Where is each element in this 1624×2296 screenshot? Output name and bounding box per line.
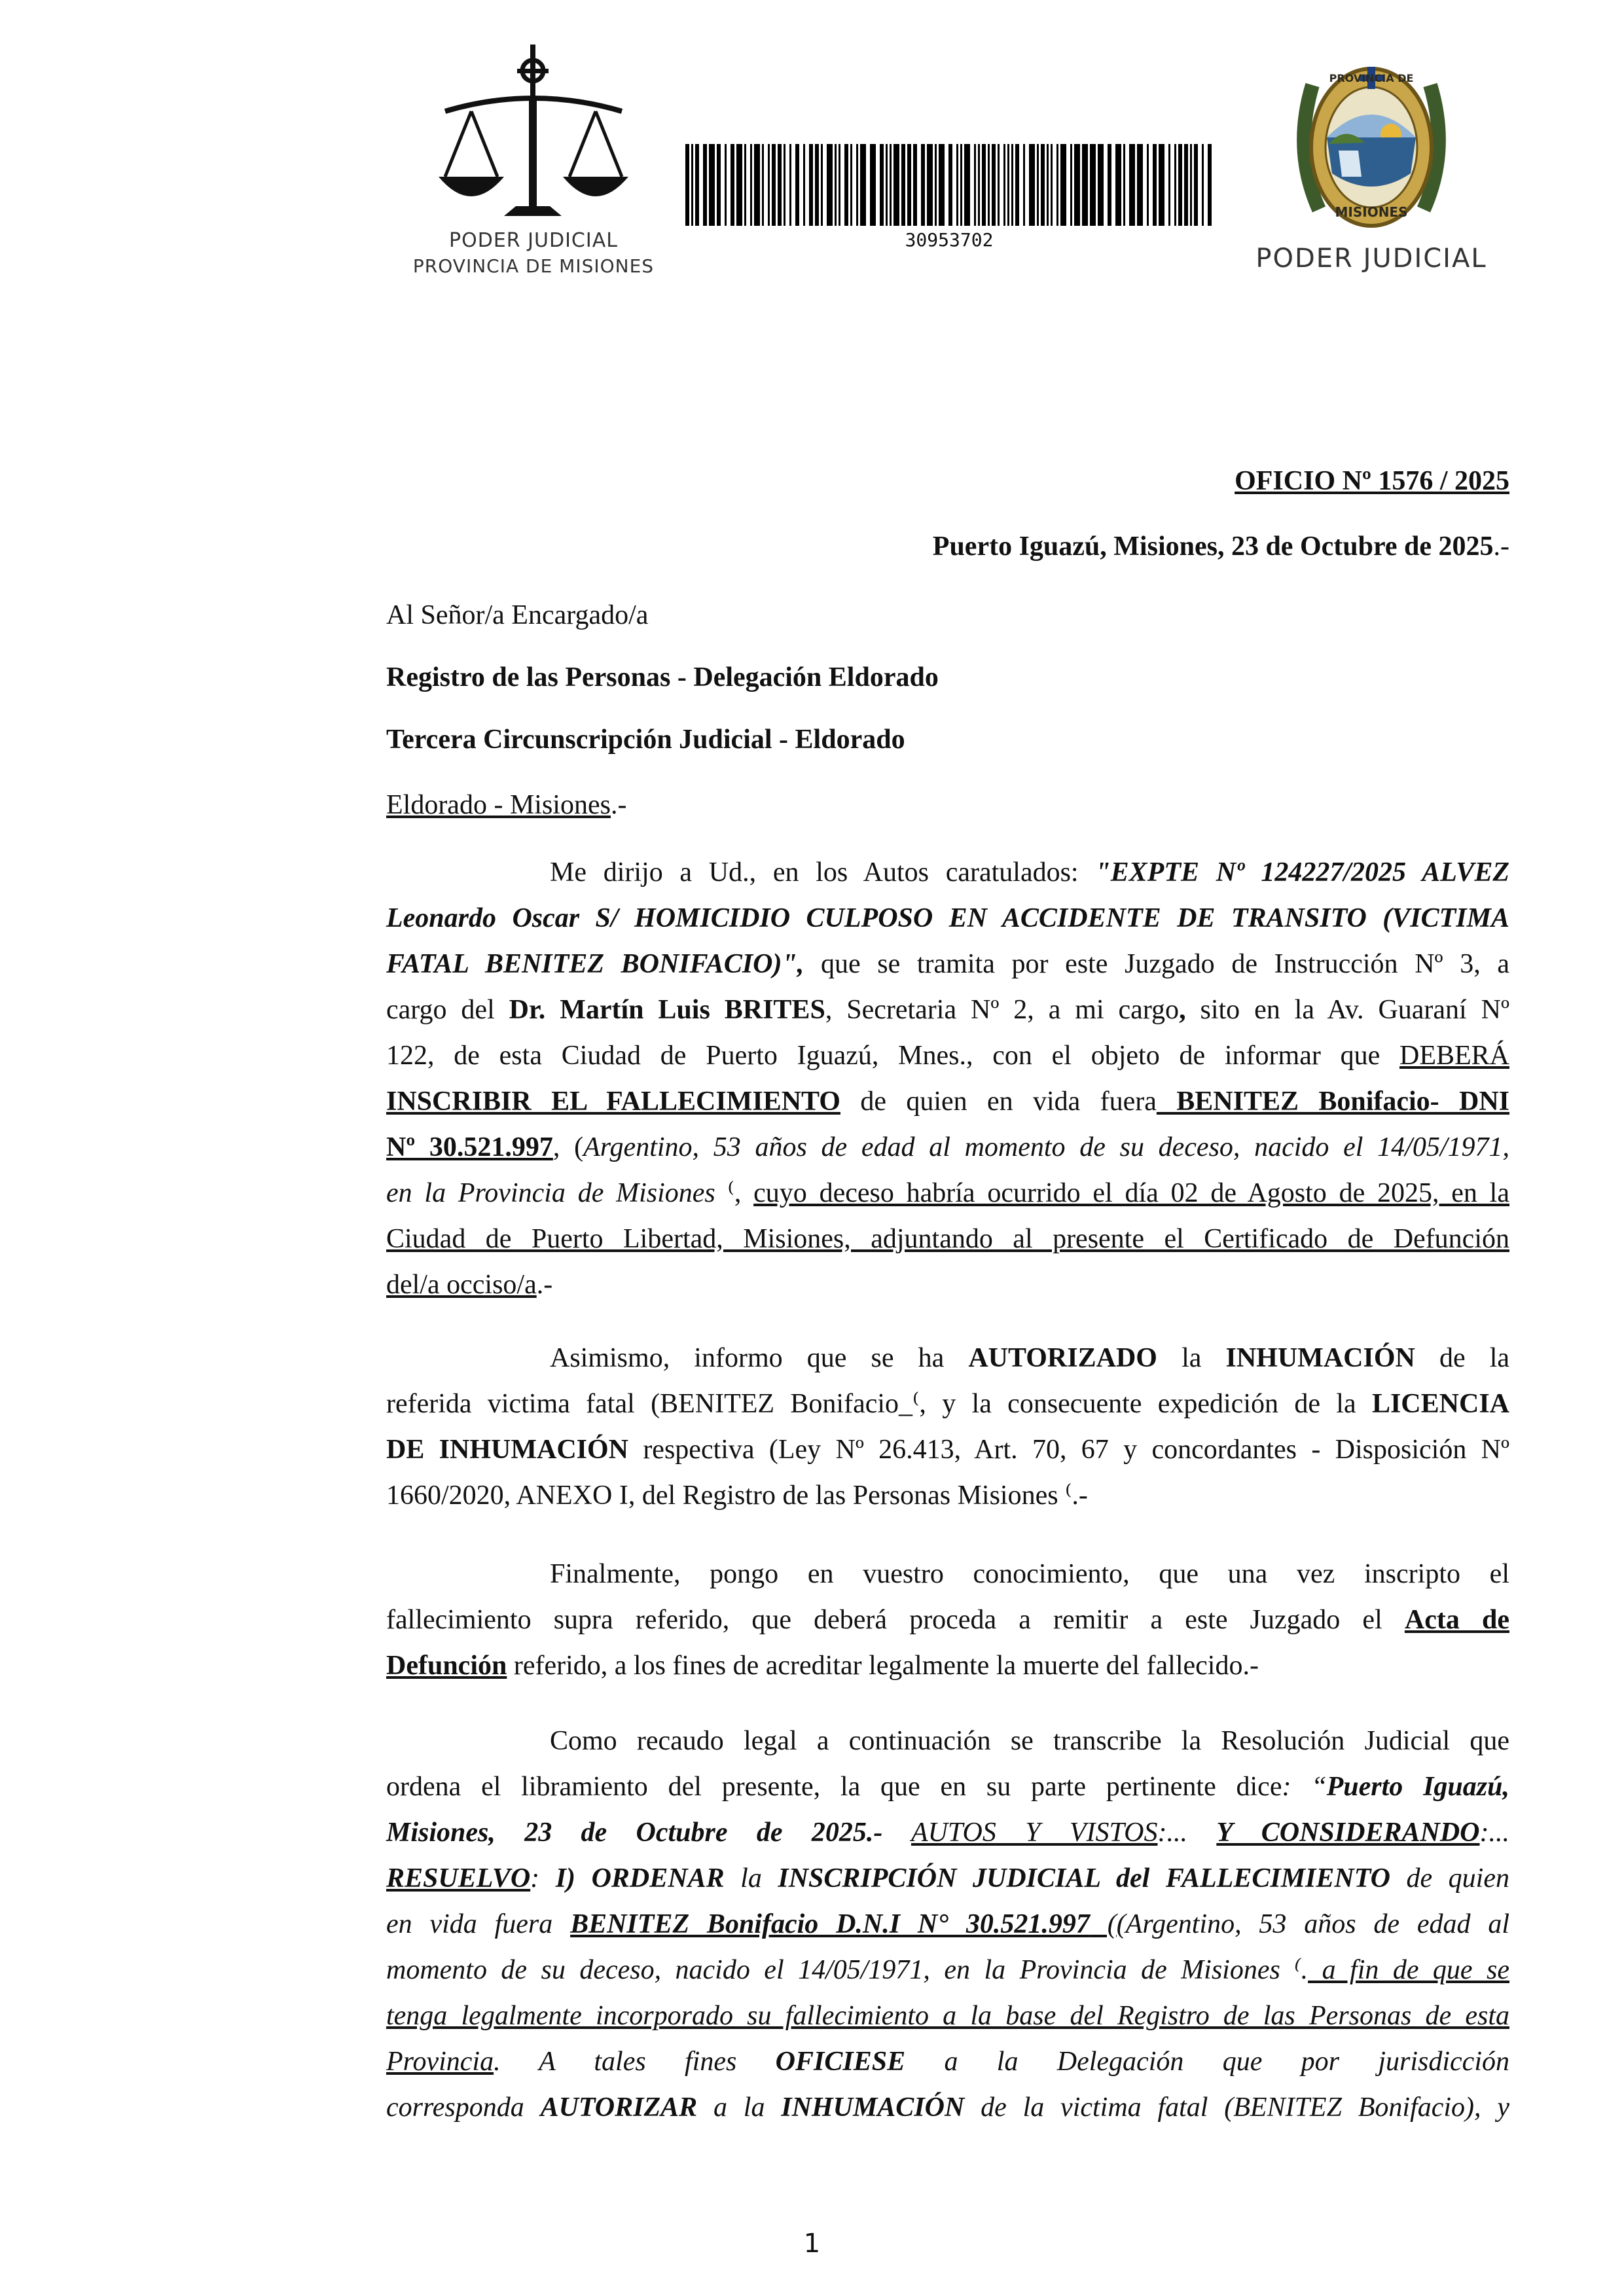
- barcode-bar: [927, 144, 933, 226]
- barcode-bar: [1178, 144, 1182, 226]
- p2-line-4: 1660/2020, ANEXO I, del Registro de las Personas Misiones ⁽.-: [386, 1480, 1088, 1511]
- p2-l1-a: Asimismo, informo que se ha: [550, 1343, 969, 1373]
- p1-l1-b: "EXPTE Nº 124227/2025 ALVEZ: [1095, 857, 1509, 888]
- barcode-bar: [803, 144, 805, 226]
- p4-l3-a: Misiones, 23 de Octubre de 2025.-: [386, 1818, 883, 1848]
- page-number: 1: [803, 2229, 821, 2259]
- p4-l8-a: Provincia: [386, 2047, 494, 2077]
- p4-l9-a: corresponda: [386, 2092, 541, 2123]
- p3-l3-a: Defunción: [386, 1651, 507, 1681]
- barcode: [684, 144, 1214, 255]
- barcode-bar: [1194, 144, 1198, 226]
- barcode-bar: [725, 144, 727, 226]
- p3-l3-b: referido, a los fines de acreditar legalmente la muerte del fallecido.-: [507, 1651, 1259, 1681]
- p1-line-8: [386, 1170, 1509, 1216]
- p4-line-2: [386, 1764, 1509, 1810]
- barcode-bar: [827, 144, 833, 226]
- barcode-bar: [1056, 144, 1058, 226]
- p1-l8-c: cuyo deceso habría ocurrido el día 02 de Agosto de 2025, en la: [753, 1178, 1509, 1208]
- barcode-bar: [964, 144, 970, 226]
- p2-l1-c: la: [1157, 1343, 1226, 1373]
- poder-judicial-misiones-logo: [393, 39, 674, 288]
- p3-line-2: [386, 1597, 1509, 1643]
- p1-l5-a: 122, de esta Ciudad de Puerto Iguazú, Mnes., con el objeto de informar que: [386, 1041, 1399, 1071]
- p1-line-6: [386, 1079, 1509, 1124]
- p2-l2-a: referida victima fatal (BENITEZ Bonifacio: [386, 1389, 899, 1419]
- barcode-bar: [1074, 144, 1080, 226]
- p1-line-1: [386, 850, 1509, 895]
- barcode-bar: [1047, 144, 1049, 226]
- barcode-bar: [795, 144, 799, 226]
- p1-l1-a: Me dirijo a Ud., en los Autos caratulados:: [550, 857, 1096, 888]
- barcode-bar: [1115, 144, 1121, 226]
- barcode-bar: [1098, 144, 1104, 226]
- barcode-bar: [992, 144, 996, 226]
- barcode-bar: [907, 144, 911, 226]
- barcode-bar: [960, 144, 962, 226]
- oficio-number: [785, 458, 1509, 504]
- place-date-text: Puerto Iguazú, Misiones, 23 de Octubre de 2025: [932, 531, 1494, 562]
- barcode-bar: [1041, 144, 1045, 226]
- barcode-number: 30953702: [905, 229, 994, 251]
- p2-l1-b: AUTORIZADO: [968, 1343, 1157, 1373]
- p1-l6-c: BENITEZ Bonifacio- DNI: [1156, 1086, 1510, 1117]
- barcode-bar: [1137, 144, 1143, 226]
- right-logo-caption: PODER JUDICIAL: [1255, 243, 1487, 274]
- p4-line-3: [386, 1810, 1509, 1856]
- p1-l7-b: , (: [552, 1132, 584, 1162]
- barcode-bar: [750, 144, 752, 226]
- paragraph-3: [386, 1551, 1509, 1689]
- barcode-bar: [762, 144, 764, 226]
- barcode-bar: [856, 144, 858, 226]
- p1-line-3: [386, 941, 1509, 987]
- barcode-bar: [1202, 144, 1204, 226]
- addressee-line-2: Registro de las Personas - Delegación Eldorado: [386, 662, 939, 692]
- barcode-bar: [921, 144, 925, 226]
- p4-l6-b: ⁽.: [1280, 1955, 1308, 1985]
- p4-line-8: [386, 2039, 1509, 2085]
- p2-line-1: [386, 1335, 1509, 1381]
- barcode-bar: [1108, 144, 1111, 226]
- barcode-bar: [988, 144, 990, 226]
- barcode-bar: [1159, 144, 1164, 226]
- p4-l4-d: la: [724, 1863, 778, 1893]
- p4-l5-c: (: [1089, 1909, 1117, 1939]
- barcode-bar: [1090, 144, 1096, 226]
- barcode-bar: [1037, 144, 1039, 226]
- barcode-bar: [772, 144, 776, 226]
- p4-l8-d: a la Delegación que por jurisdicción: [905, 2047, 1509, 2077]
- p2-l2-b: _⁽,: [899, 1389, 926, 1419]
- barcode-bar: [1023, 144, 1025, 226]
- p1-l6-b: de quien en vida fuera: [840, 1086, 1157, 1117]
- p2-l2-c: y la consecuente expedición de la: [926, 1389, 1372, 1419]
- barcode-bar: [948, 144, 952, 226]
- barcode-bar: [821, 144, 823, 226]
- p4-l8-b: . A tales fines: [494, 2047, 776, 2077]
- place-date: [655, 524, 1509, 569]
- addressee-city-suffix: .-: [610, 790, 627, 820]
- p1-l7-a: Nº 30.521.997: [386, 1132, 553, 1162]
- barcode-bar: [709, 144, 715, 226]
- barcode-bar: [789, 144, 791, 226]
- p1-line-4: [386, 987, 1509, 1033]
- barcode-bar: [1051, 144, 1053, 226]
- p4-line-6: [386, 1947, 1509, 1993]
- p1-l10-a: del/a occiso/a: [386, 1270, 537, 1300]
- barcode-bar: [695, 144, 699, 226]
- p4-l4-b: :: [530, 1863, 556, 1893]
- p1-l4-b: Dr. Martín Luis BRITES: [509, 995, 825, 1025]
- barcode-bar: [685, 144, 689, 226]
- p4-l8-c: OFICIESE: [775, 2047, 906, 2077]
- barcode-bar: [1153, 144, 1157, 226]
- p4-l4-e: INSCRIPCIÓN JUDICIAL del FALLECIMIENTO: [778, 1863, 1390, 1893]
- scales-of-justice-icon: [432, 39, 635, 226]
- p4-l4-a: RESUELVO: [386, 1863, 531, 1893]
- barcode-bar: [784, 144, 785, 226]
- p2-l3-b: respectiva (Ley Nº 26.413, Art. 70, 67 y concordantes - Disposición Nº: [628, 1435, 1509, 1465]
- barcode-bar: [880, 144, 884, 226]
- p4-l5-b: BENITEZ Bonifacio D.N.I N° 30.521.997: [570, 1909, 1090, 1939]
- p1-l4-e: sito en la Av. Guaraní Nº: [1185, 995, 1510, 1025]
- p4-l3-e: Y CONSIDERANDO: [1216, 1818, 1480, 1848]
- barcode-bar: [1015, 144, 1019, 226]
- addressee-line-4: [386, 782, 626, 828]
- barcode-bar: [778, 144, 782, 226]
- barcode-bars: [684, 144, 1214, 226]
- barcode-bar: [1208, 144, 1212, 226]
- barcode-bar: [1147, 144, 1149, 226]
- barcode-bar: [1060, 144, 1066, 226]
- p3-l2-b: Acta de: [1404, 1605, 1509, 1635]
- p1-line-9: Ciudad de Puerto Libertad, Misiones, adjuntando al presente el Certificado de Defunción: [386, 1224, 1509, 1254]
- p3-line-1: Finalmente, pongo en vuestro conocimiento, que una vez inscripto el: [550, 1559, 1509, 1589]
- barcode-bar: [1003, 144, 1005, 226]
- barcode-bar: [731, 144, 734, 226]
- p2-line-3: [386, 1427, 1509, 1473]
- p1-l3-b: que se tramita por este Juzgado de Instrucción Nº 3, a: [804, 949, 1509, 979]
- barcode-bar: [890, 144, 892, 226]
- p1-l10-b: .-: [536, 1270, 553, 1300]
- p4-l9-c: a la: [697, 2092, 782, 2123]
- p4-l5-d: (Argentino, 53 años de edad al: [1116, 1909, 1509, 1939]
- p2-l2-d: LICENCIA: [1371, 1389, 1509, 1419]
- barcode-bar: [1174, 144, 1176, 226]
- p4-l4-c: I) ORDENAR: [555, 1863, 725, 1893]
- poder-judicial-seal-logo: [1240, 59, 1502, 281]
- p4-l2-c: Puerto Iguazú,: [1326, 1772, 1509, 1802]
- p2-line-2: [386, 1381, 1509, 1427]
- oficio-number-text: OFICIO Nº 1576 / 2025: [1235, 466, 1509, 496]
- p1-l3-a: FATAL BENITEZ BONIFACIO)",: [386, 949, 804, 979]
- p1-l4-d: ,: [1179, 995, 1186, 1025]
- barcode-bar: [1082, 144, 1088, 226]
- p1-l5-b: DEBERÁ: [1399, 1041, 1509, 1071]
- p1-l8-a: en la Provincia de Misiones: [386, 1178, 715, 1208]
- p1-line-7: [386, 1124, 1509, 1170]
- barcode-bar: [744, 144, 746, 226]
- barcode-bar: [1007, 144, 1009, 226]
- barcode-bar: [839, 144, 840, 226]
- seal-text-top: PROVINCIA DE: [1329, 72, 1414, 84]
- barcode-bar: [935, 144, 937, 226]
- barcode-bar: [691, 144, 693, 226]
- barcode-bar: [844, 144, 848, 226]
- barcode-bar: [835, 144, 837, 226]
- p4-l9-e: de la victima fatal (BENITEZ Bonifacio), y: [964, 2092, 1509, 2123]
- left-logo-caption-1: PODER JUDICIAL: [449, 229, 618, 252]
- left-logo-caption-2: PROVINCIA DE MISIONES: [412, 255, 655, 277]
- barcode-bar: [860, 144, 866, 226]
- p4-l3-b: [882, 1818, 911, 1848]
- barcode-bar: [1123, 144, 1125, 226]
- addressee-line-3: Tercera Circunscripción Judicial - Eldorado: [386, 725, 905, 755]
- paragraph-1: [386, 850, 1509, 1308]
- barcode-bar: [974, 144, 976, 226]
- barcode-bar: [956, 144, 958, 226]
- barcode-bar: [893, 144, 899, 226]
- barcode-bar: [768, 144, 770, 226]
- p1-line-10: [386, 1262, 1509, 1308]
- barcode-bar: [886, 144, 888, 226]
- p4-line-7: tenga legalmente incorporado su fallecimiento a la base del Registro de las Personas de esta: [386, 2001, 1509, 2031]
- p3-line-3: [386, 1643, 1509, 1689]
- p4-line-1: Como recaudo legal a continuación se transcribe la Resolución Judicial que: [550, 1726, 1509, 1756]
- p4-l6-a: momento de su deceso, nacido el 14/05/1971, en la Provincia de Misiones: [386, 1955, 1280, 1985]
- p2-l1-d: INHUMACIÓN: [1225, 1343, 1415, 1373]
- p4-l9-b: AUTORIZAR: [540, 2092, 698, 2123]
- barcode-bar: [982, 144, 986, 226]
- p2-l3-a: DE INHUMACIÓN: [386, 1435, 628, 1465]
- p1-l4-a: cargo del: [386, 995, 509, 1025]
- p4-line-5: [386, 1901, 1509, 1947]
- paragraph-2: [386, 1335, 1509, 1518]
- p4-l6-c: a fin de que se: [1308, 1955, 1509, 1985]
- barcode-bar: [703, 144, 707, 226]
- barcode-bar: [901, 144, 905, 226]
- barcode-bar: [1029, 144, 1035, 226]
- barcode-bar: [939, 144, 945, 226]
- p1-l8-b: ⁽,: [715, 1178, 754, 1208]
- p4-l3-d: :...: [1157, 1818, 1217, 1848]
- barcode-bar: [1190, 144, 1192, 226]
- p1-line-5: [386, 1033, 1509, 1079]
- p4-l3-f: :...: [1479, 1818, 1509, 1848]
- p4-l2-b: : “: [1282, 1772, 1327, 1802]
- p1-l6-a: INSCRIBIR EL FALLECIMIENTO: [386, 1086, 840, 1117]
- barcode-bar: [1129, 144, 1135, 226]
- barcode-bar: [815, 144, 819, 226]
- barcode-bar: [850, 144, 852, 226]
- p4-l3-c: AUTOS Y VISTOS: [911, 1818, 1158, 1848]
- barcode-bar: [1184, 144, 1188, 226]
- p1-l4-c: , Secretaria Nº 2, a mi cargo: [825, 995, 1180, 1025]
- paragraph-4: [386, 1718, 1509, 2130]
- p1-line-2: Leonardo Oscar S/ HOMICIDIO CULPOSO EN ACCIDENTE DE TRANSITO (VICTIMA: [386, 903, 1509, 933]
- p4-l5-a: en vida fuera: [386, 1909, 571, 1939]
- barcode-bar: [754, 144, 760, 226]
- p4-line-9: [386, 2085, 1509, 2130]
- place-date-suffix: .-: [1493, 531, 1509, 562]
- barcode-bar: [717, 144, 721, 226]
- barcode-bar: [913, 144, 917, 226]
- p3-l2-a: fallecimiento supra referido, que deberá proceda a remitir a este Juzgado el: [386, 1605, 1405, 1635]
- p1-l7-c: Argentino, 53 años de edad al momento de su deceso, nacido el 14/05/1971,: [583, 1132, 1509, 1162]
- p4-l4-f: de quien: [1390, 1863, 1509, 1893]
- p4-l9-d: INHUMACIÓN: [781, 2092, 965, 2123]
- barcode-bar: [809, 144, 813, 226]
- barcode-bar: [1168, 144, 1170, 226]
- barcode-bar: [1011, 144, 1013, 226]
- p4-line-4: [386, 1856, 1509, 1901]
- p4-l2-a: ordena el libramiento del presente, la que en su parte pertinente dice: [386, 1772, 1282, 1802]
- barcode-bar: [870, 144, 876, 226]
- barcode-bar: [978, 144, 980, 226]
- barcode-bar: [736, 144, 742, 226]
- p2-l1-e: de la: [1415, 1343, 1510, 1373]
- barcode-bar: [998, 144, 1000, 226]
- addressee-city: Eldorado - Misiones: [386, 790, 611, 820]
- seal-text-bottom: MISIONES: [1335, 204, 1408, 220]
- barcode-bar: [1070, 144, 1072, 226]
- addressee-line-1: Al Señor/a Encargado/a: [386, 600, 649, 630]
